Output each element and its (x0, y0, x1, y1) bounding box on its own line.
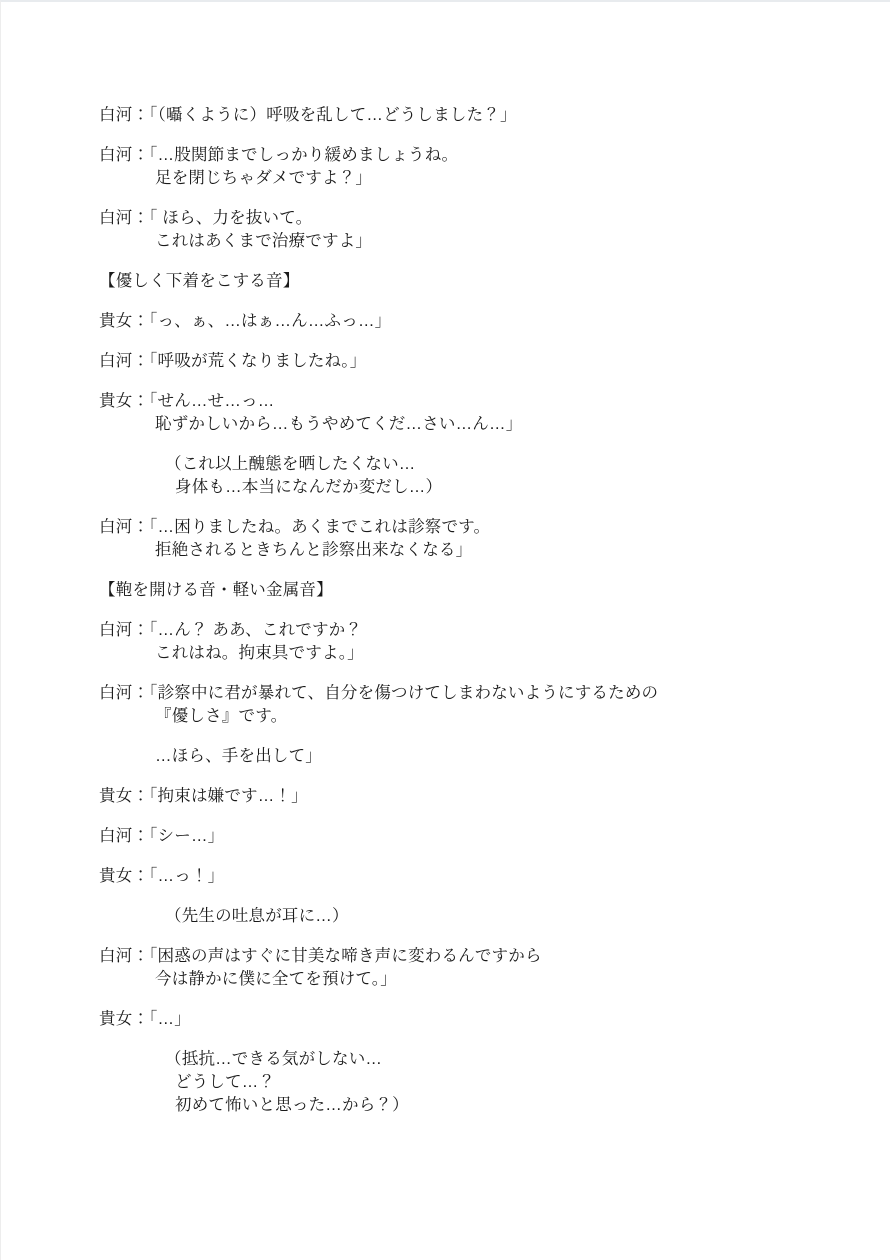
script-block-dialogue (99, 865, 850, 888)
dialogue-line: 貴女：「せん…せ…っ… (99, 392, 275, 410)
dialogue-line: 白河：「…股関節までしっかり緩めましょうね。 (99, 146, 459, 164)
dialogue-line: 貴女：「っ、ぁ、…はぁ…ん…ふっ…」 (99, 312, 392, 330)
script-block-dialogue (99, 310, 850, 333)
script-block-thought (99, 1048, 850, 1117)
dialogue-line: 白河：「診察中に君が暴れて、自分を傷つけてしまわないようにするための (99, 684, 659, 702)
dialogue-line: 貴女：「…」 (99, 1010, 191, 1028)
dialogue-line: 『優しさ』です。 (155, 707, 288, 725)
script-block-sfx (99, 579, 850, 602)
dialogue-line: 白河：「…ん？ ああ、これですか？ (99, 621, 363, 639)
script-block-dialogue (99, 825, 850, 848)
dialogue-line: 白河：「（囁くように）呼吸を乱して…どうしました？」 (99, 106, 517, 124)
script-block-dialogue (99, 945, 850, 991)
script-block-dialogue (99, 1008, 850, 1031)
script-block-dialogue (99, 516, 850, 562)
script-block-dialogue (99, 104, 850, 127)
script-block-thought (99, 905, 850, 928)
dialogue-line: 白河：「呼吸が荒くなりましたね。」 (99, 352, 367, 370)
script-block-dialogue (99, 619, 850, 665)
dialogue-line: 貴女：「拘束は嫌です…！」 (99, 787, 308, 805)
thought-line: どうして…？ (175, 1073, 276, 1091)
script-block-dialogue (99, 144, 850, 190)
script-block-sfx (99, 270, 850, 293)
script-block-dialogue (99, 785, 850, 808)
script-block-dialogue (99, 745, 850, 768)
script-block-dialogue (99, 682, 850, 728)
script-block-thought (99, 453, 850, 499)
dialogue-line: 恥ずかしいから…もうやめてくだ…さい…ん…」 (155, 415, 523, 433)
dialogue-line: …ほら、手を出して」 (155, 747, 322, 765)
dialogue-line: これはね。拘束具ですよ。」 (155, 644, 364, 662)
dialogue-line: 白河：「 ほら、力を抜いて。 (99, 209, 313, 227)
dialogue-line: 白河：「…困りましたね。あくまでこれは診察です。 (99, 518, 491, 536)
script-block-dialogue (99, 350, 850, 373)
sfx-line: 【優しく下着をこする音】 (99, 272, 300, 290)
thought-line: 初めて怖いと思った…から？） (175, 1096, 409, 1114)
sfx-line: 【鞄を開ける音・軽い金属音】 (99, 581, 333, 599)
thought-line: （先生の吐息が耳に…） (165, 907, 349, 925)
dialogue-line: 今は静かに僕に全てを預けて。」 (155, 970, 397, 988)
thought-line: （抵抗…できる気がしない… (165, 1050, 383, 1068)
thought-line: 身体も…本当になんだか変だし…） (175, 478, 443, 496)
dialogue-line: 白河：「困惑の声はすぐに甘美な啼き声に変わるんですから (99, 947, 542, 965)
dialogue-line: 足を閉じちゃダメですよ？」 (155, 169, 373, 187)
script-block-dialogue (99, 207, 850, 253)
dialogue-line: これはあくまで治療ですよ」 (155, 232, 373, 250)
script-block-dialogue (99, 390, 850, 436)
dialogue-line: 拒絶されるときちんと診察出来なくなる」 (155, 541, 473, 559)
dialogue-line: 白河：「シー…」 (99, 827, 225, 845)
dialogue-line: 貴女：「…っ！」 (99, 867, 225, 885)
script-document (99, 104, 850, 1134)
thought-line: （これ以上醜態を晒したくない… (165, 455, 416, 473)
